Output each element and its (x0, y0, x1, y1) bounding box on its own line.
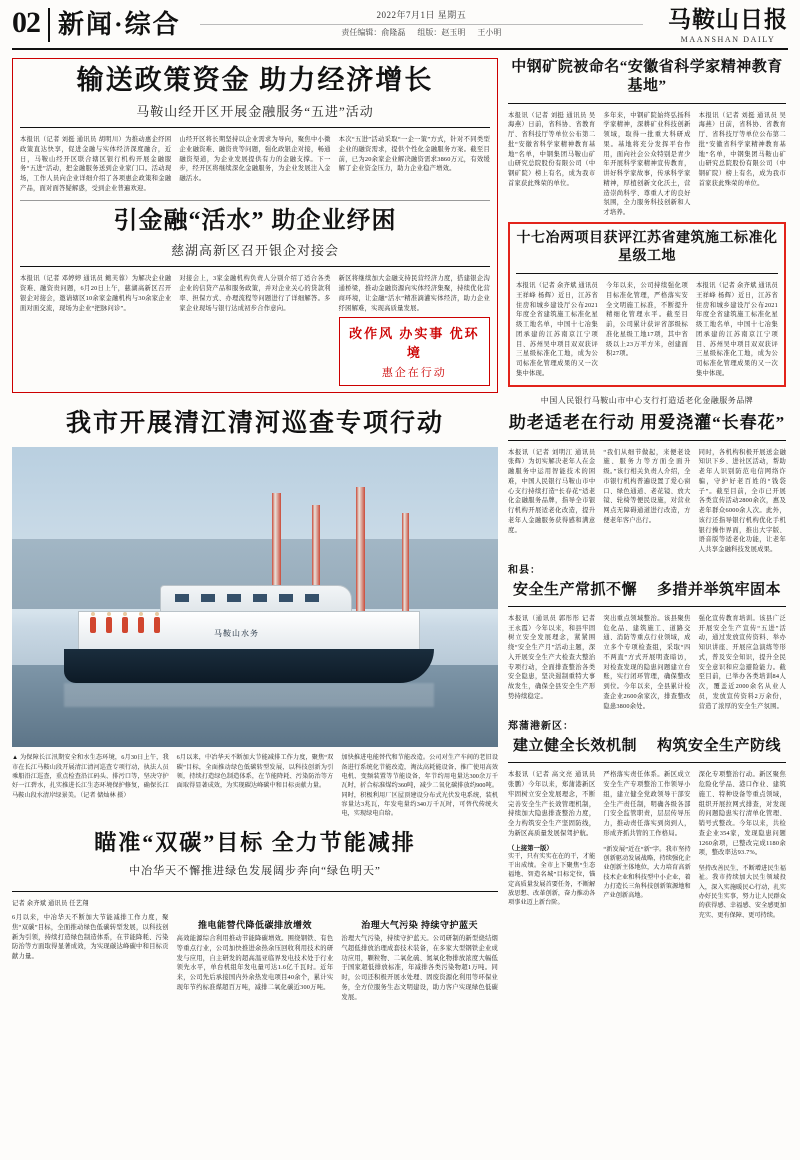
article-2-col-3: 本报讯（记者 余齐斌 通讯员 王祥峰 杨辉）近日，江苏省住房和城乡建设厅公布2021年度全省建筑施工标准化星级工地名单，中国十七冶集团承建的江苏南京江宁项目、苏州吴中项目双双获评三星级标准化工地，成为公司标准化管理成果的又一次集中体现。 (696, 282, 778, 377)
lead-headline: 输送政策资金 助力经济增长 (76, 65, 434, 95)
second-col-1: 本报讯（记者 邓婷婷 通讯员 鲍芙蓉）为解决企业融资难、融资贵问题，6月20日上午，慈湖高新区召开银企对接会，邀请辖区10余家金融机构与30余家企业面对面交流，现场为企业“把脉问诊”。 (20, 275, 172, 312)
cabin-window (305, 594, 319, 602)
bottom-col-2-text: 高效能源综合利用推动节能降碳增效。围绕钢铁、有色等重点行业，公司加快推进余热余压回收利用技术的研发与应用，自主研发的超高温亚临界发电技术处于行业领先水平，单台机组年发电量可达1.6亿千瓦时。近年来，公司先后承接国内外余热发电项目40余个，累计实现年节约标准煤超百万吨，减排二氧化碳近300万吨。 (176, 935, 334, 991)
bottom-col-2 (177, 913, 334, 1150)
article-4-headlines (508, 578, 786, 599)
campaign-slogan (339, 317, 490, 386)
crew-person (138, 617, 144, 633)
lead-col-3: 本次“五进”活动采取“一企一策”方式，针对不同类型企业的融资需求，提供个性化金融服务方案。截至目前，已为20余家企业解决融资需求3860万元，有效缓解了企业资金压力，助力企业稳产增效。 (338, 136, 490, 173)
second-col-3 (339, 274, 490, 386)
bottom-col-3-text: 治理大气污染，持续守护蓝天。公司研制的新型烧结烟气超低排放治理成套技术装备，在多家大型钢铁企业成功应用，颗粒物、二氧化硫、氮氧化物排放浓度大幅低于国家超低排放标准，年减排各类污染物超1万吨。同时，公司还积极开展水处理、固废资源化利用等环保业务，全方位服务生态文明建设，助力客户实现绿色低碳发展。 (341, 935, 499, 1001)
divider-r3 (508, 440, 786, 441)
article-4-headline-left: 安全生产常抓不懈 (512, 581, 637, 598)
article-4-columns (508, 614, 786, 712)
article-5-headlines (508, 734, 786, 755)
second-subhead: 慈湖高新区召开银企对接会 (170, 243, 339, 259)
article-2-col-2: 今年以来，公司持续强化项目标准化管理，严格落实安全文明施工标准，不断提升精细化管理水平。截至目前，公司累计获评省部级标准化星级工地17项，其中省级以上23万平方米，创建面积27项。 (606, 282, 688, 358)
lead-subhead: 马鞍山经开区开展金融服务“五进”活动 (136, 104, 374, 120)
logo-chinese: 马鞍山日报 (668, 7, 788, 32)
article-5-col-3-text: 深化专项整治行动。新区聚焦危险化学品、港口作业、建筑施工、特种设备等重点领域，组织开展拉网式排查，对发现的问题隐患实行清单化管理、销号式整改。今年以来，共检查企业354家，发现隐患问题1260余项，已整改完成1180余项，整改率达93.7%。 (698, 771, 786, 857)
caption-col-1: ▲ 为保障长江汛期安全和水生态环境，6月30日上午，我市在长江马鞍山段开展清江清河巡查专项行动，执法人员乘船沿江巡查，重点检查沿江码头、排污口等，坚决守护好一江碧水，扎实推进长江生态环境保护修复，确保长江马鞍山段水清岸绿景美。（记者 储灿林 摄） (12, 754, 169, 799)
article-5-headline-right: 构筑安全生产防线 (656, 738, 781, 755)
article-3-col-1: 本报讯（记者 刘明江 通讯员 张辉）为切实解决老年人在金融服务中运用智能技术的困难，中国人民银行马鞍山市中心支行持续打造“长春花”适老化金融服务品牌，指导全市银行机构开展适老化改造，提升老年人金融服务获得感和满意度。 (508, 448, 596, 534)
photo-boat (64, 587, 434, 683)
credit-editor: 责任编辑：俞隆磊 (341, 28, 406, 37)
credit-proof: 王小明 (477, 28, 502, 37)
crew-person (122, 617, 128, 633)
divider-3 (20, 266, 490, 267)
article-3-col-2: “我们从细节做起，来便老设施、服务力等方面全面升级。”该行相关负责人介绍，全市银行机构普遍设置了爱心窗口、绿色通道、老花镜、放大镜、轮椅等便民设施，对营业网点无障碍通道进行改造，方便老年客户出行。 (603, 448, 691, 524)
divider-r5 (508, 762, 786, 763)
cabin-window (253, 594, 267, 602)
masthead-credits (200, 24, 643, 38)
page-number: 02 (12, 6, 40, 39)
cabin-window (175, 594, 189, 602)
lead-columns (20, 135, 490, 194)
divider-r1 (508, 103, 786, 104)
article-2-col-1: 本报讯（记者 余齐斌 通讯员 王祥峰 杨辉）近日，江苏省住房和城乡建设厅公布2021年度全省建筑施工标准化星级工地名单，中国十七冶集团承建的江苏南京江宁项目、苏州吴中项目双双获评三星级标准化工地，成为公司标准化管理成果的又一次集中体现。 (516, 282, 598, 377)
article-2-columns (516, 281, 778, 379)
continued-marker: （上接第一版） (508, 844, 553, 852)
continued-col-3: 坚持改善民生，不断增进民生福祉。我市持续加大民生领域投入，深入实施暖民心行动，扎实办好民生实事，努力让人民群众的获得感、幸福感、安全感更加充实、更有保障、更可持续。 (698, 865, 786, 919)
article-5-columns (508, 770, 786, 1150)
second-col-3-text: 新区将继续加大金融支持民营经济力度，搭建银企沟通桥梁，推动金融资源向实体经济集聚，持续优化营商环境，让金融“活水”精准滴灌实体经济，助力企业纾困解难，实现高质量发展。 (338, 275, 490, 312)
divider-r4 (508, 606, 786, 607)
article-3-kicker: 中国人民银行马鞍山市中心支行打造适老化金融服务品牌 (540, 395, 754, 405)
article-4-col-1: 本报讯（通讯员 郭彤彤 记者 王永霞）今年以来，和县牢固树立安全发展理念，紧紧围绕“安全生产月”活动主题，深入开展安全生产大检查大整治专项行动，全面排查整治各类安全隐患，坚决遏制重特大事故发生，确保全县安全生产形势持续稳定。 (508, 614, 596, 700)
bottom-col-1: 6月以来，中冶华天不断加大节能减排工作力度，聚焦“双碳”目标，全面推动绿色低碳转型发展，以科技创新为引领，持续打造绿色制造体系，在节能降耗、污染防治等方面取得显著成效，为实现碳达峰碳中和目标贡献力量。 (12, 914, 169, 961)
divider-r2 (516, 273, 778, 274)
divider (20, 127, 490, 128)
article-4-col-2: 突出重点领域整治。该县聚焦危化品、建筑施工、道路交通、消防等重点行业领域，成立多个专项检查组，采取“四不两直”方式开展明查暗访，对检查发现的隐患问题建立台账，实行闭环管理，确保整改到位。今年以来，全县累计检查企业2600余家次，排查整改隐患3800余处。 (603, 614, 691, 710)
bottom-byline: 记者 余齐斌 通讯员 任艺翔 (12, 900, 89, 908)
crew-person (106, 617, 112, 633)
cabin-window (201, 594, 215, 602)
left-column (12, 58, 498, 1150)
bottom-col-3 (341, 913, 498, 1150)
issue-date: 2022年7月1日 星期五 (376, 10, 467, 20)
section-name: 新闻·综合 (58, 10, 181, 39)
feature-photo (12, 447, 498, 747)
second-columns (20, 274, 490, 386)
article-1-headline: 中钢矿院被命名“安徽省科学家精神教育基地” (511, 59, 783, 94)
article-1-columns (508, 111, 786, 218)
divider-2 (20, 200, 490, 201)
article-2-highlight-box (508, 222, 786, 387)
cabin-window (279, 594, 293, 602)
continued-col-2: “新发展”近在“新”字。我市坚持创新驱动发展战略，持续强化企业创新主体地位，大力培育高新技术企业和科技型中小企业，着力打造长三角科技创新策源地和产业创新高地。 (603, 845, 691, 900)
logo-english: MAANSHAN DAILY (680, 35, 776, 44)
crew-person (154, 617, 160, 633)
lead-col-1: 本报讯（记者 刘挺 通讯员 胡明川）为推动惠企纾困政策直达快享，促进金融与实体经济深度融合，近日，马鞍山经开区联合辖区银行机构开展金融服务“五进”活动，把金融服务送到企业家门口。活动现场，工作人员向企业详细介绍了各项惠企政策和金融产品，面对面答疑解惑，受到企业普遍欢迎。 (20, 136, 172, 192)
article-5-label: 郑蒲港新区： (508, 721, 574, 733)
article-1-col-3: 本报讯（记者 刘挺 通讯员 吴海燕）日前，省科协、省教育厅、省科技厅等单位公布第二批“安徽省科学家精神教育基地”名单，中钢集团马鞍山矿山研究总院股份有限公司（中钢矿院）榜上有名，成为我市首家获此殊荣的单位。 (698, 111, 786, 187)
bottom-subhead-1: 推电能替代降低碳排放增效 (198, 920, 313, 931)
photo-reflection (64, 683, 434, 707)
credit-layout: 组版：赵玉明 (417, 28, 466, 37)
article-3-columns (508, 448, 786, 555)
boat-hull (64, 649, 434, 683)
feature-headline: 我市开展清江清河巡查专项行动 (65, 410, 444, 438)
lead-article-box (12, 58, 498, 393)
bottom-headline: 瞄准“双碳”目标 全力节能减排 (94, 830, 416, 856)
article-5-col-3 (699, 770, 786, 1150)
masthead-middle (181, 8, 662, 40)
article-1-col-1: 本报讯（记者 刘挺 通讯员 吴海燕）日前，省科协、省教育厅、省科技厅等单位公布第二批“安徽省科学家精神教育基地”名单，中钢集团马鞍山矿山研究总院股份有限公司（中钢矿院）榜上有名，成为我市首家获此殊荣的单位。 (508, 111, 596, 187)
masthead-logo (662, 8, 788, 44)
bottom-subhead: 中冶华天不懈推进绿色发展阔步奔向“绿色明天” (129, 865, 381, 878)
article-5-col-2-text: 严格落实责任体系。新区成立安全生产专项整治工作领导小组，建立健全党政领导干部安全生产责任制，明确各级各部门安全监管职责，层层传导压力，推动责任落实到岗到人，形成齐抓共管的工作格局。 (603, 771, 691, 837)
article-1-col-2: 多年来，中钢矿院始终弘扬科学家精神，深耕矿业科技创新领域，取得一批重大科研成果。基地将充分发挥平台作用，面向社会公众特别是青少年开展科学家精神宣传教育，讲好科学家故事，传承科学家精神，厚植创新文化沃土，营造崇尚科学、尊重人才的良好氛围，全力服务科技创新和人才培养。 (603, 111, 691, 216)
article-3-col-3: 同时，各机构积极开展送金融知识下乡、进社区活动，帮助老年人识别防范电信网络诈骗，守护好老百姓的“钱袋子”。截至目前，全市已开展各类宣传活动2800余次，惠及老年群众6000余人次。此外，该行还指导银行机构优化手机银行操作界面，推出大字版、语音版等适老化功能，让老年人共享金融科技发展成果。 (698, 448, 786, 554)
article-5-col-2 (603, 770, 690, 1150)
bottom-columns (12, 913, 498, 1150)
photo-caption-columns (12, 753, 498, 818)
second-col-2: 对接会上，3家金融机构负责人分别介绍了适合各类企业的信贷产品和服务政策，并对企业关心的贷款利率、担保方式、办理流程等问题进行了详细解答。多家企业现场与银行达成初步合作意向。 (179, 275, 331, 312)
right-column (508, 58, 786, 1150)
second-headline: 引金融“活水” 助企业纾困 (113, 207, 397, 234)
article-5-col-1-text: 本报讯（记者 高文亮 通讯员 张鹏）今年以来，郑蒲港新区牢固树立安全发展理念，不断完善安全生产长效管理机制，持续加大隐患排查整治力度，全力构筑安全生产坚固防线，为新区高质量发展保驾护航。 (508, 771, 596, 837)
caption-col-3: 加快推进电能替代和节能改造。公司对生产车间的老旧设备进行系统化节能改造，淘汰高耗能设备，推广使用高效电机、变频装置等节能设备，年节约用电量达300余万千瓦时，折合标准煤约360吨，减少二氧化碳排放约900吨。同时，积极利用厂区屋顶建设分布式光伏发电系统，装机容量达3兆瓦，年发电量约340万千瓦时，可替代传统火电，实现绿电自给。 (341, 754, 499, 818)
lead-col-2: 山经开区将长期坚持以企业需求为导向，聚焦中小微企业融资难、融资贵等问题，强化政银企对接，畅通融资渠道，为企业发展提供有力的金融支撑。下一步，经开区将继续深化金融服务，为企业发展注入金融活水。 (179, 136, 331, 183)
page-body (12, 58, 788, 1150)
slogan-line-2: 惠企在行动 (381, 367, 447, 380)
article-4-label: 和县： (508, 564, 541, 576)
boat-name-text: 马鞍山水务 (214, 629, 259, 639)
slogan-line-1: 改作风 办实事 优环境 (349, 326, 480, 361)
bottom-subhead-2: 治理大气污染 持续守护蓝天 (361, 920, 479, 931)
cabin-window (227, 594, 241, 602)
article-3-headline: 助老适老在行动 用爱浇灌“长春花” (508, 412, 786, 432)
caption-col-2: 6月以来，中冶华天不断加大节能减排工作力度，聚焦“双碳”目标，全面推动绿色低碳转型发展，以科技创新为引领，持续打造绿色制造体系，在节能降耗、污染防治等方面取得显著成效，为实现碳达峰碳中和目标贡献力量。 (176, 754, 334, 790)
article-5-headline-left: 建立健全长效机制 (512, 738, 637, 755)
divider-4 (12, 891, 498, 892)
article-5-col-1 (508, 770, 595, 1150)
article-4-col-3: 强化宣传教育培训。该县广泛开展安全生产宣传“五进”活动，通过发放宣传资料、举办知识讲座、开展应急演练等形式，普及安全知识，提升全民安全意识和应急避险能力。截至目前，已举办各类培训84人次，覆盖近2000余名从业人员，发放宣传资料2万余份，营造了浓厚的安全生产氛围。 (698, 614, 786, 710)
article-2-headline: 十七冶两项目获评江苏省建筑施工标准化星级工地 (516, 230, 778, 264)
crew-person (90, 617, 96, 633)
article-4-headline-right: 多措并举筑牢固本 (656, 581, 781, 598)
section-name-wrap (48, 8, 181, 42)
masthead (12, 8, 788, 50)
continued-col-1: 实干，只有实实在在的干，才能干出成绩。全市上下聚焦“生态福地、智造名城”目标定位，锚定高质量发展首要任务，不断解放思想、改革创新，奋力推动各项事业迈上新台阶。 (508, 852, 596, 907)
